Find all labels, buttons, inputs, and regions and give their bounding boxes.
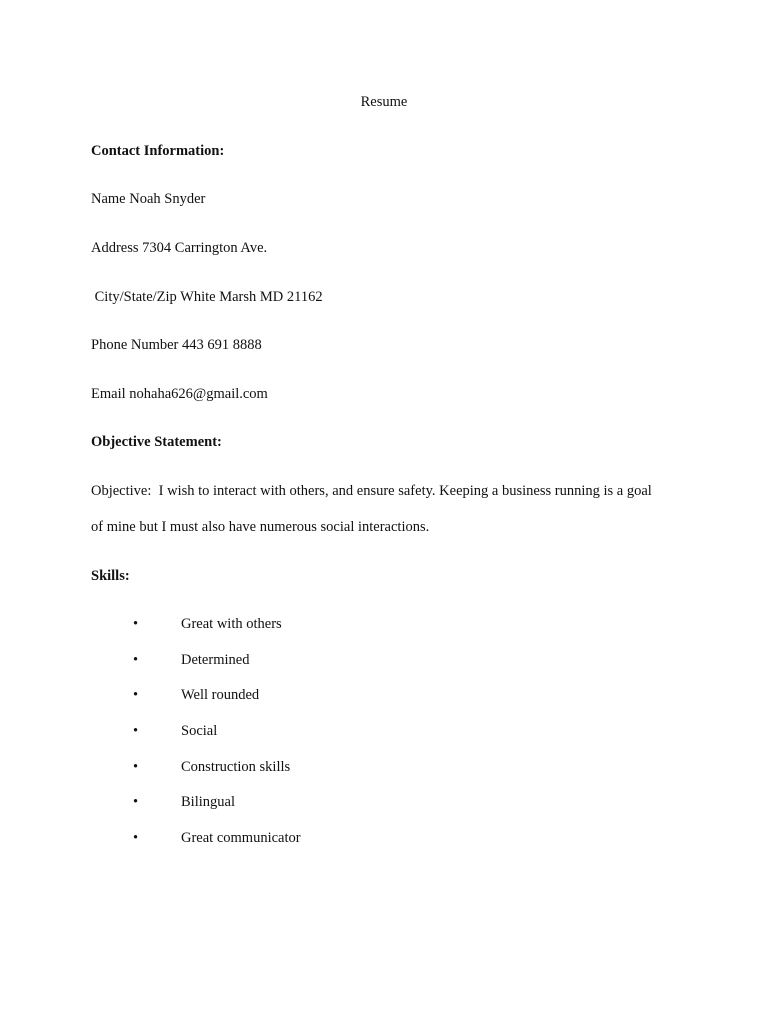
contact-heading: Contact Information: <box>91 143 225 159</box>
skill-text: Great communicator <box>181 830 301 846</box>
skill-text: Construction skills <box>181 759 291 775</box>
contact-city-state-zip: City/State/Zip White Marsh MD 21162 <box>91 289 323 305</box>
bullet-marker: • <box>133 723 139 739</box>
skills-heading: Skills: <box>91 568 130 584</box>
bullet-marker: • <box>133 830 139 846</box>
bullet-marker: • <box>133 759 139 775</box>
skill-text: Determined <box>181 652 250 668</box>
bullet-marker: • <box>133 794 139 810</box>
bullet-marker: • <box>133 616 139 632</box>
skill-text: Bilingual <box>181 794 235 810</box>
contact-email: Email nohaha626@gmail.com <box>91 386 268 402</box>
contact-phone: Phone Number 443 691 8888 <box>91 337 262 353</box>
bullet-marker: • <box>133 652 139 668</box>
document-title: Resume <box>360 94 408 110</box>
objective-heading: Objective Statement: <box>91 434 222 450</box>
contact-address: Address 7304 Carrington Ave. <box>91 240 268 256</box>
skill-text: Well rounded <box>181 687 260 703</box>
contact-name: Name Noah Snyder <box>91 191 206 207</box>
bullet-marker: • <box>133 687 139 703</box>
objective-line-2: of mine but I must also have numerous social interactions. <box>91 519 430 535</box>
objective-line-1: Objective: I wish to interact with others, and ensure safety. Keeping a business running is a goal <box>91 483 652 499</box>
skill-text: Great with others <box>181 616 282 632</box>
skill-text: Social <box>181 723 218 739</box>
